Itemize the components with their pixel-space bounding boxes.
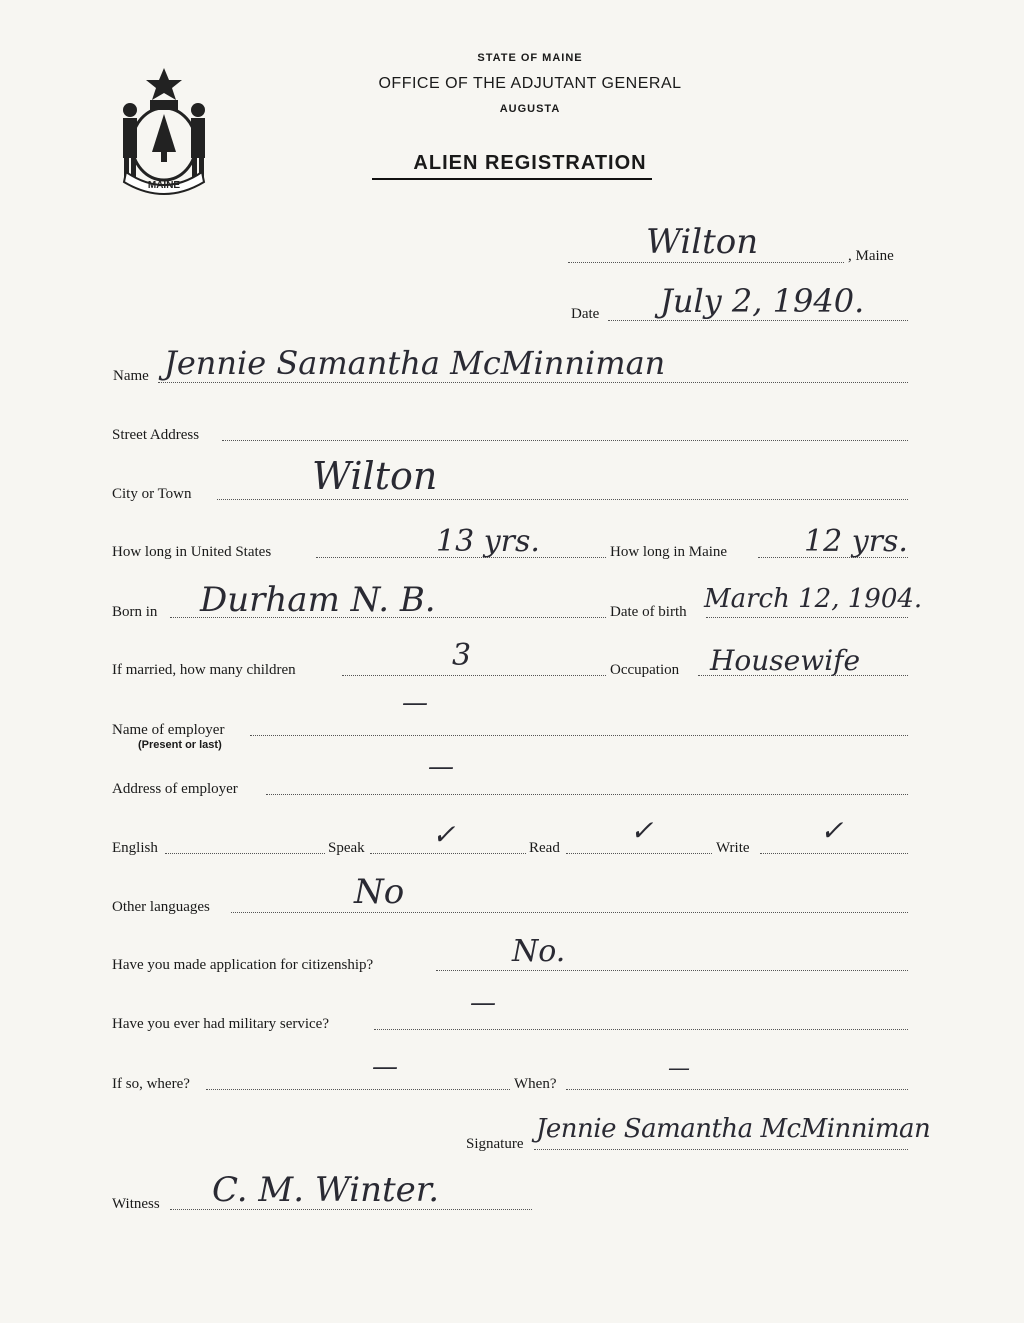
children-value: 3 <box>452 638 472 673</box>
city-line <box>217 499 908 500</box>
speak-line <box>370 853 526 854</box>
employer-line <box>250 735 908 736</box>
us-time-label: How long in United States <box>112 544 272 560</box>
write-line <box>760 853 908 854</box>
other-languages-line <box>231 912 908 913</box>
place-line <box>568 262 844 263</box>
born-value: Durham N. B. <box>200 580 436 620</box>
english-label: English <box>112 840 158 856</box>
dob-line <box>706 617 908 618</box>
name-value: Jennie Samantha McMinniman <box>164 344 666 382</box>
other-languages-label: Other languages <box>112 899 210 915</box>
when-value: — <box>668 1056 690 1081</box>
street-label: Street Address <box>112 427 200 443</box>
military-line <box>374 1029 908 1030</box>
header-state: STATE OF MAINE <box>477 52 583 64</box>
name-label: Name <box>113 368 149 384</box>
where-label: If so, where? <box>112 1076 190 1092</box>
dob-label: Date of birth <box>610 604 687 620</box>
employer-sublabel: (Present or last) <box>138 739 222 751</box>
occupation-value: Housewife <box>710 644 861 677</box>
occupation-label: Occupation <box>610 662 680 678</box>
employer-value: — <box>402 688 428 718</box>
place-value: Wilton <box>646 222 759 262</box>
when-label: When? <box>514 1076 557 1092</box>
witness-value: C. M. Winter. <box>212 1170 440 1210</box>
write-value: ✓ <box>820 814 844 847</box>
speak-value: ✓ <box>432 818 456 851</box>
signature-value: Jennie Samantha McMinniman <box>536 1114 931 1144</box>
employer-label: Name of employer <box>112 722 225 738</box>
employer-address-label: Address of employer <box>112 781 238 797</box>
header-office: OFFICE OF THE ADJUTANT GENERAL <box>378 75 682 92</box>
employer-address-line <box>266 794 908 795</box>
employer-address-value: — <box>428 752 454 782</box>
date-line <box>608 320 908 321</box>
page-title: ALIEN REGISTRATION <box>413 152 647 174</box>
title-underline <box>372 178 652 180</box>
born-label: Born in <box>112 604 158 620</box>
children-line <box>342 675 606 676</box>
maine-time-label: How long in Maine <box>610 544 728 560</box>
when-line <box>566 1089 908 1090</box>
witness-label: Witness <box>112 1196 160 1212</box>
us-time-value: 13 yrs. <box>436 524 540 559</box>
children-label: If married, how many children <box>112 662 296 678</box>
seal-banner-text: MAINE <box>147 180 181 191</box>
dob-value: March 12, 1904. <box>704 584 923 614</box>
english-line <box>165 853 325 854</box>
date-label: Date <box>571 306 600 322</box>
citizenship-label: Have you made application for citizenship? <box>112 957 374 973</box>
citizenship-line <box>436 970 908 971</box>
maine-time-value: 12 yrs. <box>804 524 908 559</box>
signature-label: Signature <box>466 1136 524 1152</box>
name-line <box>158 382 908 383</box>
military-label: Have you ever had military service? <box>112 1016 329 1032</box>
read-label: Read <box>529 840 560 856</box>
date-value: July 2, 1940. <box>660 282 865 320</box>
street-line <box>222 440 908 441</box>
write-label: Write <box>716 840 750 856</box>
place-suffix: , Maine <box>848 248 894 264</box>
state-seal-icon <box>112 66 216 196</box>
speak-label: Speak <box>328 840 365 856</box>
city-value: Wilton <box>312 454 438 498</box>
read-value: ✓ <box>630 814 654 847</box>
citizenship-value: No. <box>512 934 566 969</box>
read-line <box>566 853 712 854</box>
where-line <box>206 1089 510 1090</box>
other-languages-value: No <box>354 872 405 912</box>
military-value: — <box>470 988 496 1018</box>
header-city: AUGUSTA <box>499 103 561 115</box>
signature-line <box>534 1149 908 1150</box>
where-value: — <box>372 1052 398 1082</box>
city-label: City or Town <box>112 486 192 502</box>
